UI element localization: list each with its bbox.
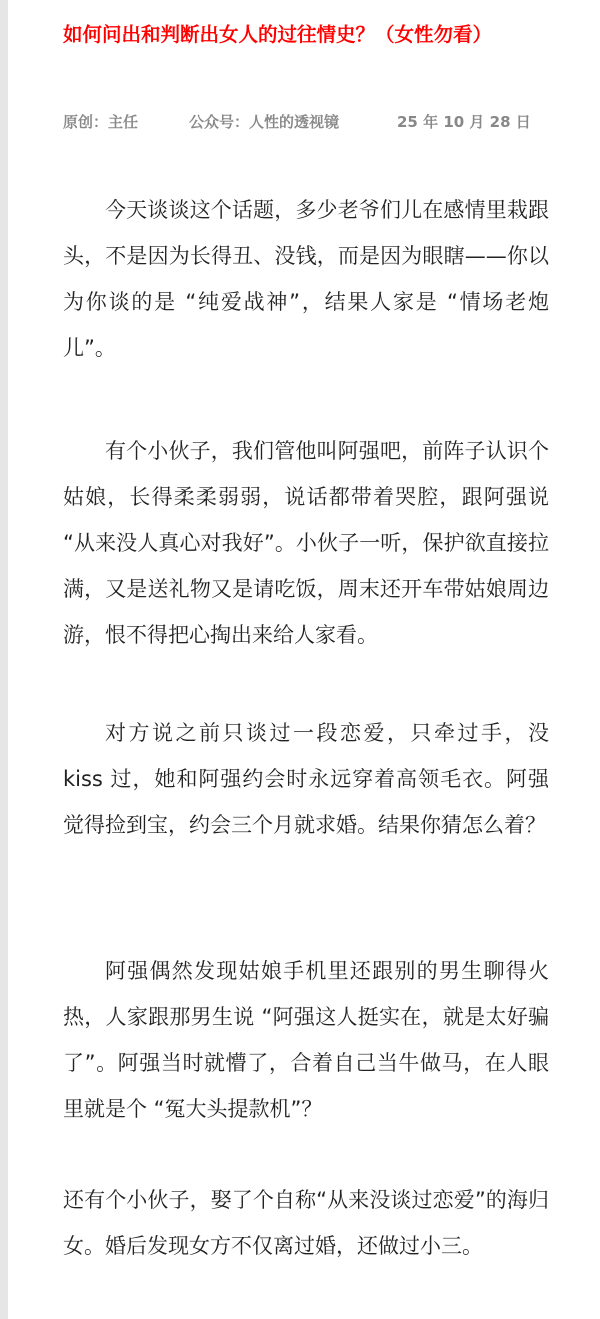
paragraph-1: 今天谈谈这个话题，多少老爷们儿在感情里栽跟头，不是因为长得丑、没钱，而是因为眼瞎——你以为你谈的是 “纯爱战神”，结果人家是 “情场老炮儿”。 — [63, 198, 549, 360]
paragraph-4: 阿强偶然发现姑娘手机里还跟别的男生聊得火热，人家跟那男生说 “阿强这人挺实在，就是太好骗了”。阿强当时就懵了，合着自己当牛做马，在人眼里就是个 “冤大头提款机”？ — [63, 959, 549, 1121]
publish-date: 25 年 10 月 28 日 — [397, 113, 531, 131]
account-link[interactable]: 公众号：人性的透视镜 — [189, 113, 340, 131]
paragraph-2: 有个小伙子，我们管他叫阿强吧，前阵子认识个姑娘，长得柔柔弱弱，说话都带着哭腔，跟阿强说 “从来没人真心对我好”。小伙子一听，保护欲直接拉满，又是送礼物又是请吃饭，周末还开车带姑娘周边游，恨不得把心掏出来给人家看。 — [63, 439, 549, 647]
author-label: 原创：主任 — [63, 113, 139, 131]
paragraph-3: 对方说之前只谈过一段恋爱，只牵过手，没 kiss 过，她和阿强约会时永远穿着高领毛衣。阿强觉得捡到宝，约会三个月就求婚。结果你猜怎么着？ — [63, 721, 549, 837]
paragraph-5: 还有个小伙子，娶了个自称“从来没谈过恋爱”的海归女。婚后发现女方不仅离过婚，还做过小三。 — [63, 1188, 549, 1258]
article-meta — [63, 110, 553, 134]
article-title: 如何问出和判断出女人的过往情史？（女性勿看） — [63, 23, 493, 46]
